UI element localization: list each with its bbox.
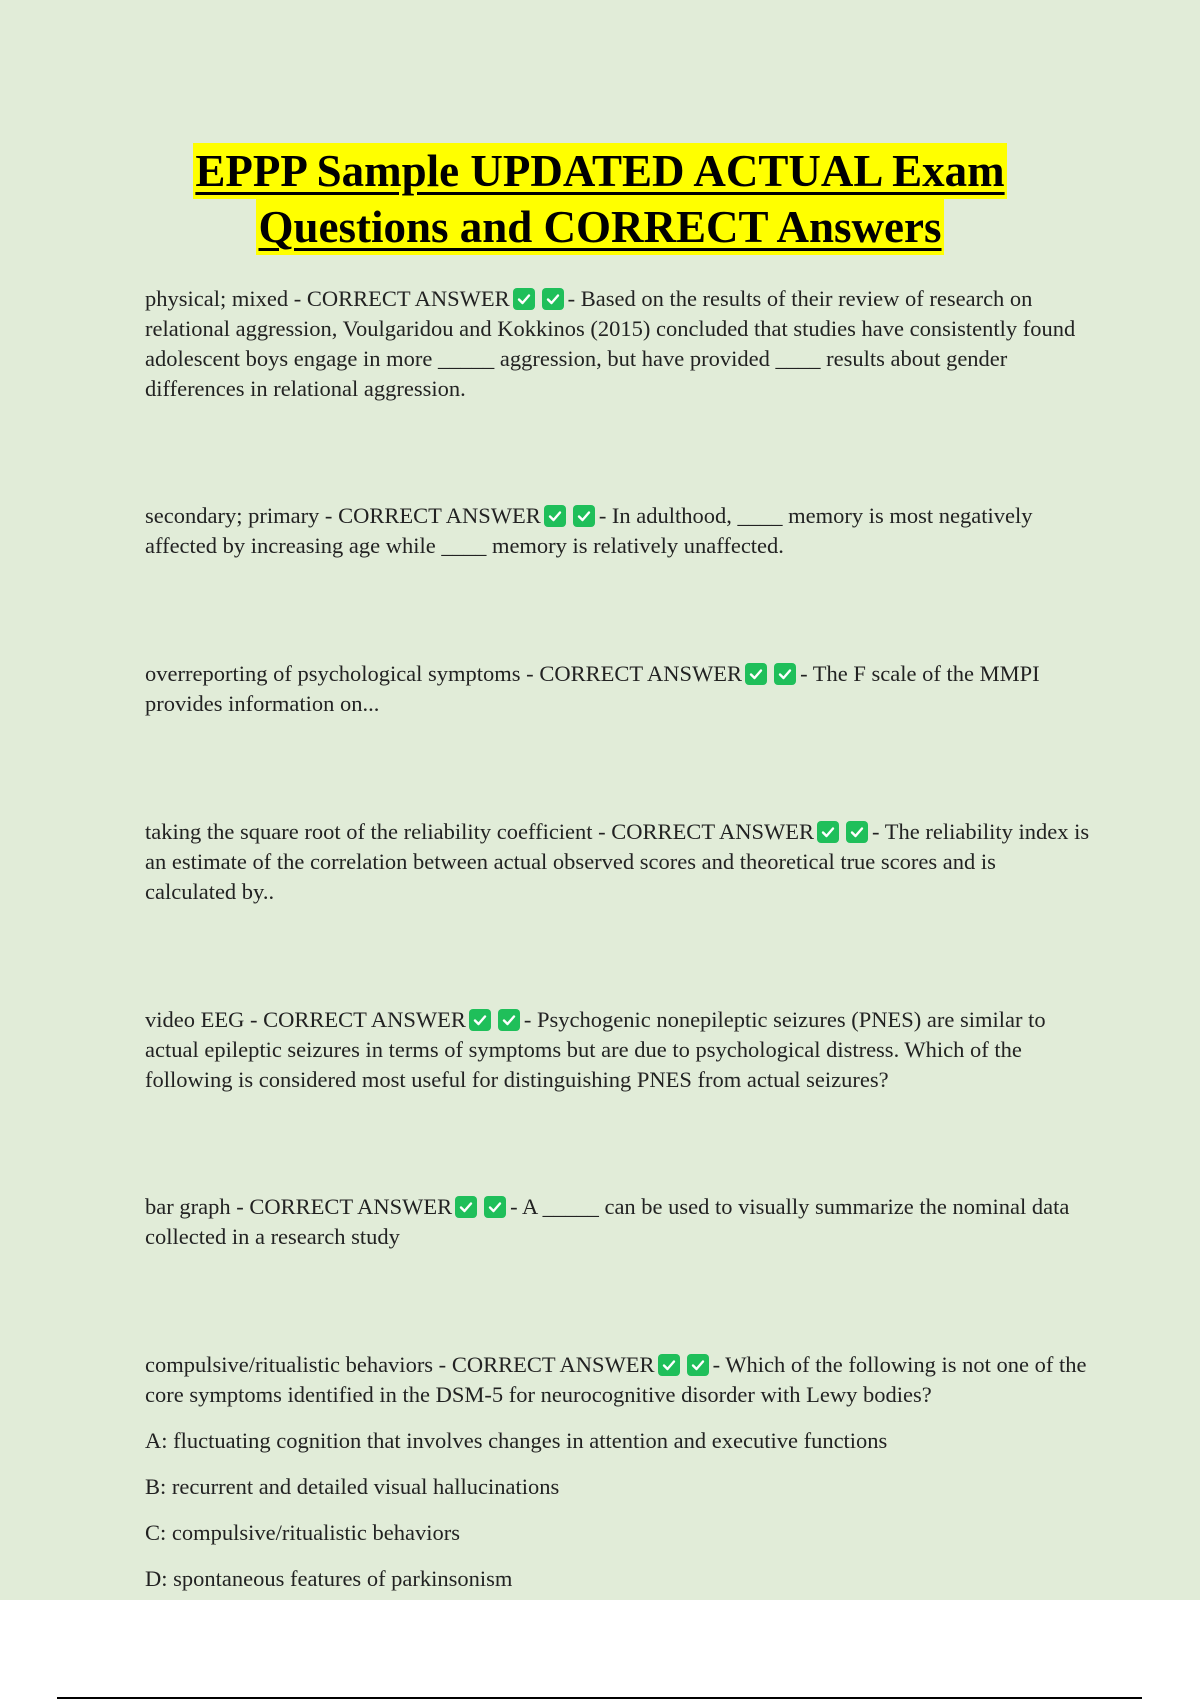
qa-item <box>145 501 1090 561</box>
question-text: - In adulthood, ____ memory is most negatively affected by increasing age while ____ memory is relatively unaffected. <box>145 503 1033 558</box>
answer-text: bar graph - <box>145 1194 250 1219</box>
qa-item <box>145 284 1090 404</box>
check-mark-icon <box>484 1196 506 1218</box>
qa-item <box>145 1005 1090 1095</box>
question-text: - Based on the results of their review of research on relational aggression, Voulgaridou and Kokkinos (2015) concluded that studies have consistently found adolescent boys engage in more _____ aggression, but have provided ____ results about gender differences in relational aggression. <box>145 286 1076 401</box>
title-line-2: Questions and CORRECT Answers <box>256 199 943 255</box>
option-a: A: fluctuating cognition that involves changes in attention and executive functions <box>145 1428 888 1453</box>
correct-answer-label: CORRECT ANSWER <box>249 1194 453 1219</box>
check-mark-icon <box>498 1009 520 1031</box>
correct-answer-label: CORRECT ANSWER <box>611 819 815 844</box>
check-mark-icon <box>455 1196 477 1218</box>
answer-text: compulsive/ritualistic behaviors - <box>145 1352 452 1377</box>
option-d: D: spontaneous features of parkinsonism <box>145 1566 513 1591</box>
answer-text: overreporting of psychological symptoms - <box>145 661 540 686</box>
check-mark-icon <box>469 1009 491 1031</box>
qa-item <box>145 659 1090 719</box>
correct-answer-label: CORRECT ANSWER <box>306 286 510 311</box>
correct-answer-label: CORRECT ANSWER <box>263 1007 466 1032</box>
question-text: - Psychogenic nonepileptic seizures (PNES) are similar to actual epileptic seizures in terms of symptoms but are due to psychological distress. Which of the following is considered most useful for distinguishing PNES from actual seizures? <box>145 1007 1046 1092</box>
document-title <box>0 143 1200 255</box>
footer-divider <box>57 1697 1142 1699</box>
check-mark-icon <box>687 1354 709 1376</box>
check-mark-icon <box>846 821 868 843</box>
question-text: - A _____ can be used to visually summarize the nominal data collected in a research study <box>145 1194 1070 1249</box>
question-text: - The F scale of the MMPI provides information on... <box>145 661 1040 716</box>
check-mark-icon <box>544 505 566 527</box>
option-b: B: recurrent and detailed visual hallucinations <box>145 1474 560 1499</box>
correct-answer-label: CORRECT ANSWER <box>539 661 743 686</box>
check-mark-icon <box>658 1354 680 1376</box>
qa-list <box>145 284 1090 1594</box>
title-line-1: EPPP Sample UPDATED ACTUAL Exam <box>193 143 1006 199</box>
answer-text: physical; mixed - <box>145 286 307 311</box>
answer-text: taking the square root of the reliability coefficient - <box>145 819 612 844</box>
question-text: - Which of the following is not one of the core symptoms identified in the DSM-5 for neurocognitive disorder with Lewy bodies? <box>145 1352 1087 1407</box>
answer-text: video EEG - <box>145 1007 264 1032</box>
check-mark-icon <box>513 288 535 310</box>
question-text: - The reliability index is an estimate of the correlation between actual observed scores and theoretical true scores and is calculated by.. <box>145 819 1090 904</box>
check-mark-icon <box>542 288 564 310</box>
check-mark-icon <box>745 663 767 685</box>
check-mark-icon <box>774 663 796 685</box>
option-c: C: compulsive/ritualistic behaviors <box>145 1520 460 1545</box>
answer-text: secondary; primary - <box>145 503 339 528</box>
correct-answer-label: CORRECT ANSWER <box>338 503 541 528</box>
qa-item <box>145 1350 1090 1410</box>
qa-item <box>145 1192 1090 1252</box>
check-mark-icon <box>817 821 839 843</box>
correct-answer-label: CORRECT ANSWER <box>451 1352 655 1377</box>
check-mark-icon <box>573 505 595 527</box>
qa-item <box>145 817 1090 907</box>
